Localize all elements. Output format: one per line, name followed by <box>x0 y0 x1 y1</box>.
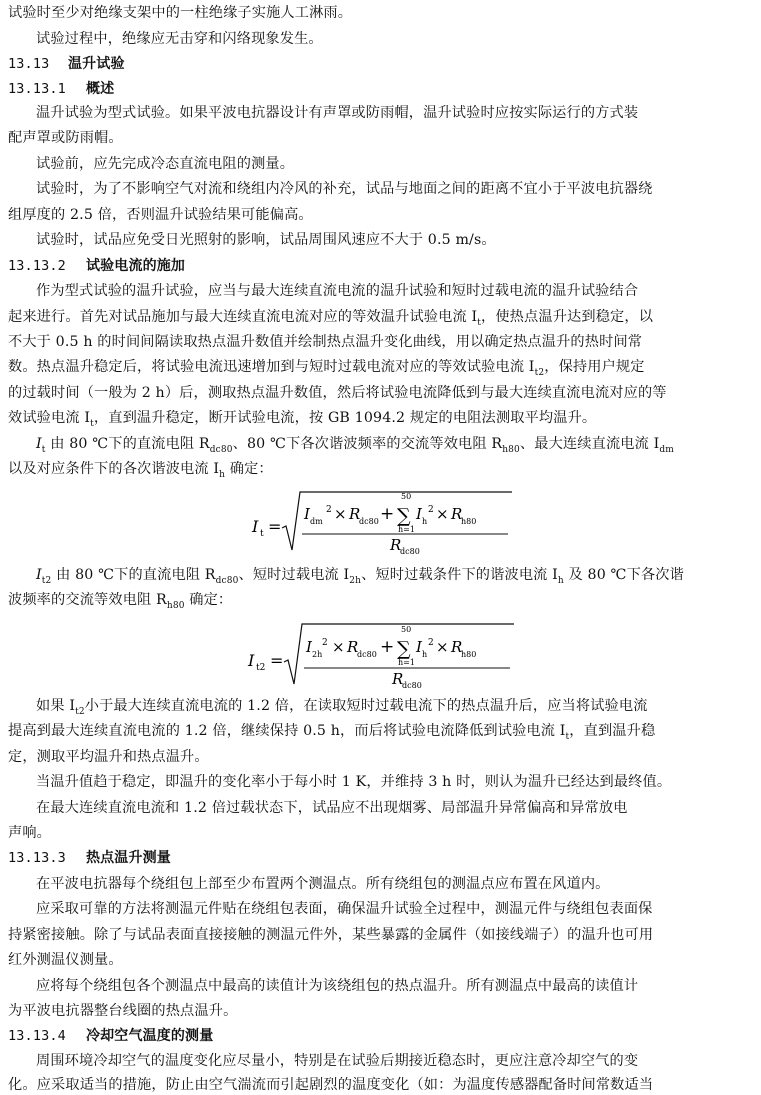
svg-text:h80: h80 <box>461 517 477 526</box>
subscript: t2 <box>534 367 545 378</box>
text-line: 当温升值趋于稳定，即温升的变化率小于每小时 1 K，并维持 3 h 时，则认为温升已经达到最终值。 <box>36 774 672 790</box>
text-fragment: 小于最大连续直流电流的 1.2 倍，在读取短时过载电流下的热点温升后，应当将试验电流 <box>84 698 648 714</box>
text-line <box>8 460 273 484</box>
text-line: 试验时至少对绝缘支架中的一柱绝缘子实施人工淋雨。 <box>8 5 353 21</box>
svg-text:h: h <box>422 650 428 659</box>
subscript: t <box>565 731 570 742</box>
subscript: t <box>477 317 481 328</box>
text-line: 化。应采取适当的措施，防止由空气湍流而引起剧烈的温度变化（如：为温度传感器配备时间常数适当 <box>8 1077 654 1093</box>
svg-text:×: × <box>332 638 345 656</box>
svg-text:=: = <box>268 517 282 536</box>
subscript: h <box>557 575 564 586</box>
text-line: 组厚度的 2.5 倍，否则温升试验结果可能偏高。 <box>8 207 313 223</box>
section-title: 热点温升测量 <box>86 850 171 866</box>
text-fragment: 确定： <box>184 592 233 608</box>
text-line: 试验前，应先完成冷态直流电阻的测量。 <box>36 156 295 172</box>
text-fragment: 波频率的交流等效电阻 R <box>8 592 167 608</box>
svg-text:I: I <box>306 638 312 656</box>
svg-text:I: I <box>248 651 255 670</box>
subscript: 2h <box>349 575 362 586</box>
svg-text:2: 2 <box>428 505 434 515</box>
text-line: 作为型式试验的温升试验，应当与最大连续直流电流的温升试验和短时过载电流的温升试验结合 <box>36 283 639 299</box>
subscript: h80 <box>502 444 520 455</box>
text-line: 试验过程中，绝缘应无击穿和闪络现象发生。 <box>36 31 323 47</box>
subscript: dc80 <box>215 575 239 586</box>
text-line: 持紧密接触。除了与试品表面直接接触的测温元件外，某些暴露的金属件（如接线端子）的温升也可用 <box>8 927 654 943</box>
text-fragment: 及 80 ℃下各次谐 <box>563 567 684 583</box>
text-line: 应将每个绕组包各个测温点中最高的读值计为该绕组包的热点温升。所有测温点中最高的读值计 <box>36 978 639 994</box>
text-line: 试验时，试品应免受日光照射的影响，试品周围风速应不大于 0.5 m/s。 <box>36 232 496 248</box>
subscript: h <box>219 469 226 480</box>
section-number: 13.13.3 <box>8 850 66 866</box>
text-fragment: 数。热点温升稳定后，将试验电流迅速增加到与短时过载电流对应的等效试验电流 I <box>8 359 535 375</box>
text-line: 不大于 0.5 h 的时间间隔读取热点温升数值并绘制热点温升变化曲线，用以确定热点温升的热时间常 <box>8 334 643 350</box>
text-fragment: 提高到最大连续直流电流的 1.2 倍，继续保持 0.5 h，而后将试验电流降低到试验电流 I <box>8 723 566 739</box>
section-title: 试验电流的施加 <box>86 258 186 274</box>
text-line <box>8 722 655 746</box>
section-number: 13.13.2 <box>8 258 66 274</box>
text-fragment: ，直到温升稳定，断开试验电流，按 GB 1094.2 规定的电阻法测取平均温升。 <box>93 410 597 426</box>
svg-text:=: = <box>270 651 284 670</box>
text-line: 红外测温仪测量。 <box>8 952 123 968</box>
text-line <box>8 409 596 433</box>
svg-text:dc80: dc80 <box>402 681 422 690</box>
svg-text:R: R <box>451 638 463 656</box>
section-title: 温升试验 <box>68 56 125 72</box>
section-heading-13-13-1 <box>8 80 114 98</box>
svg-text:dc80: dc80 <box>400 547 420 556</box>
svg-text:h80: h80 <box>461 650 477 659</box>
subscript: h80 <box>166 600 185 611</box>
svg-text:h=1: h=1 <box>398 525 415 534</box>
svg-text:t2: t2 <box>256 663 266 673</box>
formula-it2 <box>246 620 522 692</box>
text-fragment: 由 80 ℃下的直流电阻 R <box>51 567 216 583</box>
symbol: I <box>36 567 42 583</box>
svg-text:2: 2 <box>428 638 434 648</box>
text-line: 声响。 <box>8 825 52 841</box>
svg-text:+: + <box>380 504 395 524</box>
text-fragment: 以及对应条件下的各次谐波电流 I <box>8 461 220 477</box>
text-fragment: 、最大连续直流电流 I <box>519 436 660 452</box>
text-fragment: 由 80 ℃下的直流电阻 R <box>45 436 210 452</box>
svg-text:R: R <box>451 505 463 523</box>
svg-text:∑: ∑ <box>397 505 411 527</box>
text-line <box>8 358 645 382</box>
svg-text:t: t <box>260 529 264 539</box>
text-line <box>36 566 684 590</box>
symbol: I <box>36 436 42 452</box>
text-fragment: 确定： <box>225 461 273 477</box>
svg-text:×: × <box>436 638 449 656</box>
text-line <box>36 697 648 721</box>
svg-text:dc80: dc80 <box>359 517 379 526</box>
svg-text:2: 2 <box>322 638 328 648</box>
text-fragment: 效试验电流 I <box>8 410 91 426</box>
section-heading-13-13-2 <box>8 257 185 275</box>
text-fragment: 、短时过载电流 I <box>238 567 350 583</box>
svg-text:h=1: h=1 <box>398 658 415 667</box>
section-number: 13.13 <box>8 56 50 72</box>
svg-text:dm: dm <box>310 517 323 526</box>
text-line: 定，测取平均温升和热点温升。 <box>8 749 209 765</box>
svg-text:I: I <box>416 638 422 656</box>
section-heading-13-13 <box>8 55 125 73</box>
svg-text:I: I <box>416 505 422 523</box>
text-fragment: 、短时过载条件下的谐波电流 I <box>361 567 558 583</box>
svg-text:50: 50 <box>401 492 412 501</box>
svg-text:dc80: dc80 <box>357 650 377 659</box>
text-line: 配声罩或防雨帽。 <box>8 130 123 146</box>
section-heading-13-13-4 <box>8 1027 213 1045</box>
text-fragment: ，使热点温升达到稳定，以 <box>481 309 654 325</box>
section-title: 概述 <box>86 81 115 97</box>
subscript: dc80 <box>209 444 233 455</box>
text-line: 在最大连续直流电流和 1.2 倍过载状态下，试品应不出现烟雾、局部温升异常偏高和异常放电 <box>36 800 628 816</box>
section-number: 13.13.4 <box>8 1028 66 1044</box>
svg-text:∑: ∑ <box>397 638 411 660</box>
text-line: 的过载时间（一般为 2 h）后，测取热点温升数值，然后将试验电流降低到与最大连续直流电流对应的等 <box>8 385 667 401</box>
svg-text:×: × <box>436 505 449 523</box>
svg-text:R: R <box>347 638 359 656</box>
svg-text:2h: 2h <box>312 650 323 659</box>
svg-text:R: R <box>349 505 361 523</box>
text-line <box>36 435 674 459</box>
svg-text:R: R <box>390 536 402 554</box>
subscript: t <box>41 444 46 455</box>
text-line: 试验时，为了不影响空气对流和绕组内冷风的补充，试品与地面之间的距离不宜小于平波电抗器绕 <box>36 181 653 197</box>
svg-text:×: × <box>334 505 347 523</box>
text-line <box>8 308 653 332</box>
svg-text:I: I <box>304 505 310 523</box>
subscript: t2 <box>75 706 85 717</box>
svg-text:+: + <box>380 637 395 657</box>
text-fragment: 如果 I <box>36 698 76 714</box>
text-line: 温升试验为型式试验。如果平波电抗器设计有声罩或防雨帽，温升试验时应按实际运行的方式装 <box>36 105 639 121</box>
text-fragment: ，直到温升稳 <box>569 723 656 739</box>
text-line: 周围环境冷却空气的温度变化应尽量小，特别是在试验后期接近稳态时，更应注意冷却空气的变 <box>36 1053 639 1069</box>
text-line: 为平波电抗器整台线圈的热点温升。 <box>8 1003 238 1019</box>
section-title: 冷却空气温度的测量 <box>86 1028 214 1044</box>
svg-text:50: 50 <box>401 625 412 634</box>
text-fragment: ，保持用户规定 <box>544 359 645 375</box>
formula-it <box>250 488 520 558</box>
svg-text:R: R <box>392 670 404 688</box>
section-heading-13-13-3 <box>8 849 171 867</box>
svg-text:2: 2 <box>326 505 332 515</box>
text-fragment: 、80 ℃下各次谐波频率的交流等效电阻 R <box>232 436 503 452</box>
subscript: t <box>90 418 94 429</box>
text-line: 应采取可靠的方法将测温元件贴在绕组包表面，确保温升试验全过程中，测温元件与绕组包表面保 <box>36 901 653 917</box>
section-number: 13.13.1 <box>8 81 66 97</box>
svg-text:h: h <box>422 517 428 526</box>
text-line: 在平波电抗器每个绕组包上部至少布置两个测温点。所有绕组包的测温点应布置在风道内。 <box>36 876 610 892</box>
formula-lhs: I <box>252 517 259 536</box>
text-line <box>8 591 232 615</box>
subscript: dm <box>659 444 674 455</box>
text-fragment: 起来进行。首先对试品施加与最大连续直流电流对应的等效温升试验电流 I <box>8 309 478 325</box>
subscript: t2 <box>41 575 52 586</box>
